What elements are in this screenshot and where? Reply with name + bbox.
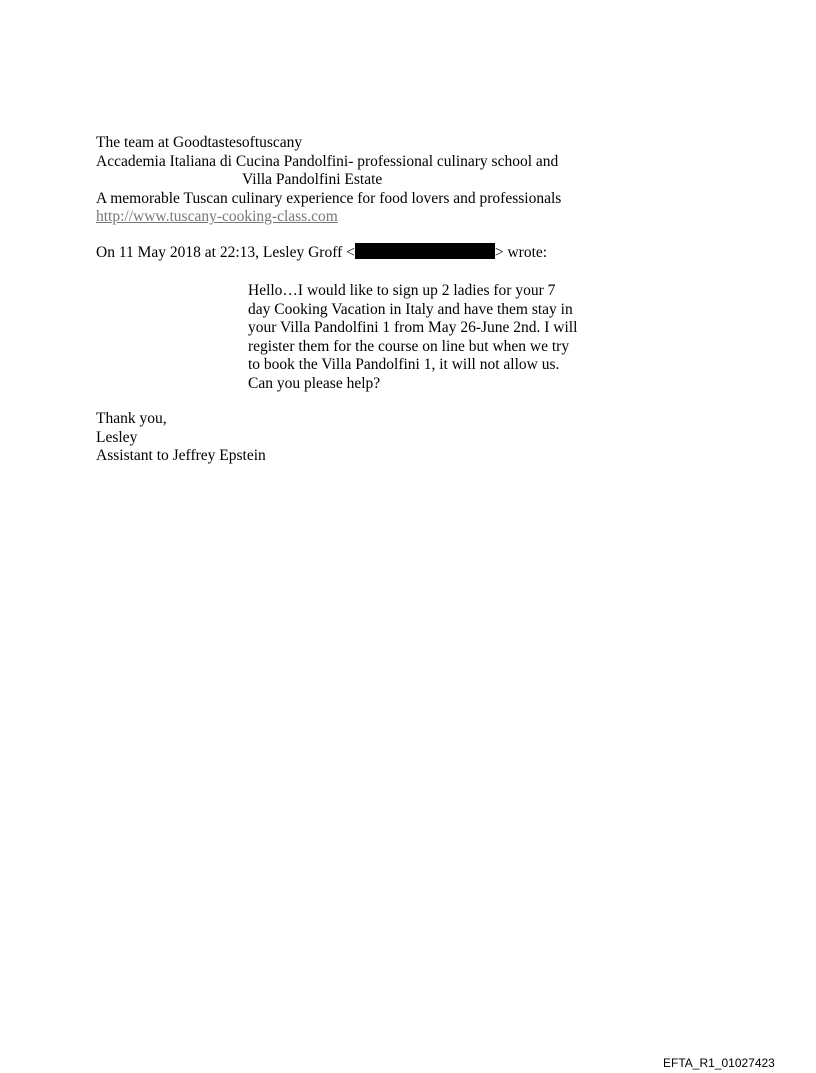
quoted-message <box>248 282 593 394</box>
email-signature <box>96 134 616 227</box>
document-id: EFTA_R1_01027423 <box>663 1056 775 1070</box>
signature-estate-line: Villa Pandolfini Estate <box>242 171 383 189</box>
email-closing <box>96 410 266 466</box>
closing-name: Lesley <box>96 428 138 446</box>
quoted-line: register them for the course on line but when we try <box>248 337 570 355</box>
reply-attribution <box>96 243 547 262</box>
signature-school-line: Accademia Italiana di Cucina Pandolfini- professional culinary school and <box>96 152 559 170</box>
website-link[interactable]: http://www.tuscany-cooking-class.com <box>96 208 338 226</box>
quoted-line: to book the Villa Pandolfini 1, it will not allow us. <box>248 356 560 374</box>
closing-title: Assistant to Jeffrey Epstein <box>96 447 266 465</box>
quoted-line: Hello…I would like to sign up 2 ladies for your 7 <box>248 282 556 299</box>
quoted-line: day Cooking Vacation in Italy and have them stay in <box>248 300 573 318</box>
attribution-suffix: > wrote: <box>494 244 548 261</box>
signature-team-line: The team at Goodtastesoftuscany <box>96 134 303 151</box>
redaction-box <box>355 243 495 259</box>
quoted-line: your Villa Pandolfini 1 from May 26-June 2nd. I will <box>248 319 578 337</box>
signature-tagline: A memorable Tuscan culinary experience for food lovers and professionals <box>96 189 562 207</box>
closing-thanks: Thank you, <box>96 410 167 427</box>
attribution-prefix: On 11 May 2018 at 22:13, Lesley Groff < <box>96 244 355 261</box>
quoted-line: Can you please help? <box>248 374 381 392</box>
